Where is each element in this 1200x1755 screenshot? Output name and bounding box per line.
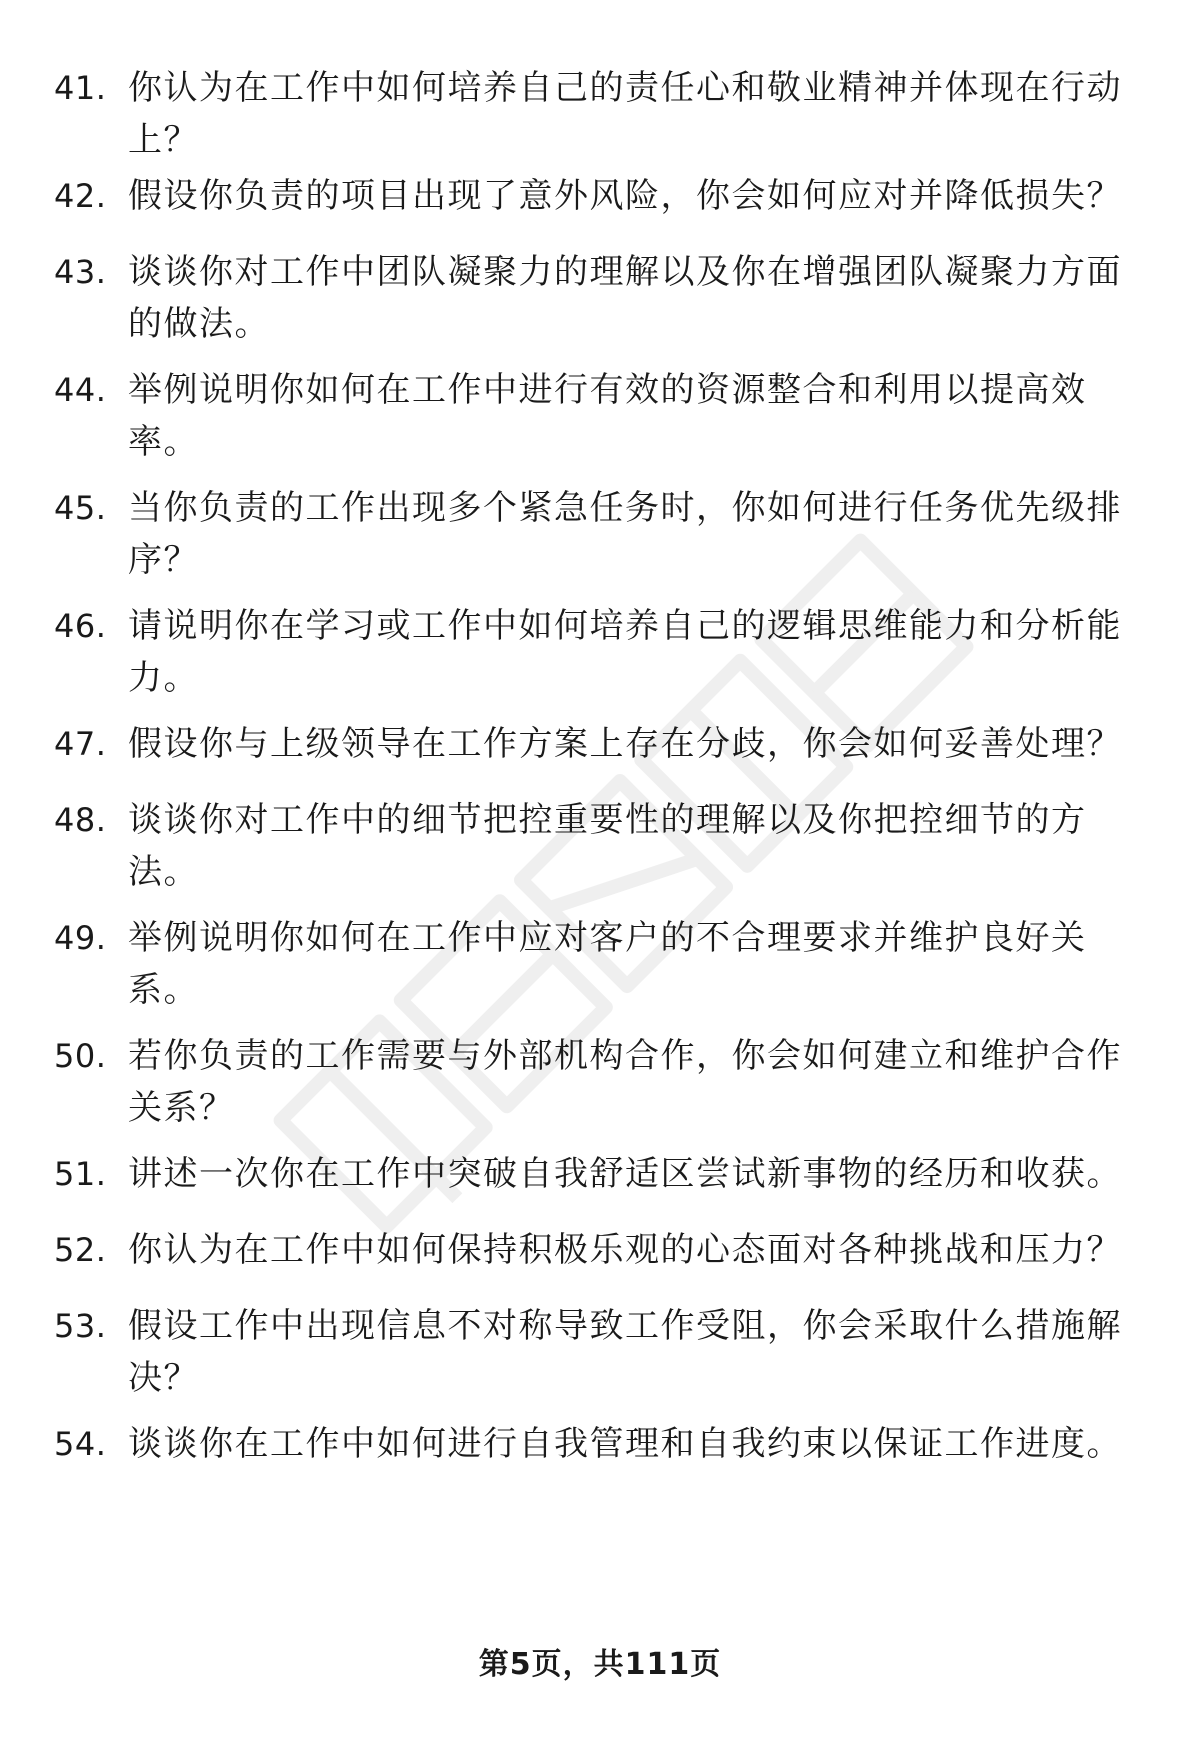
- question-number: 49.: [54, 919, 107, 957]
- question-text: 当你负责的工作出现多个紧急任务时，你如何进行任务优先级排序？: [128, 488, 1122, 580]
- question-number: 41.: [54, 69, 107, 107]
- question-text: 举例说明你如何在工作中应对客户的不合理要求并维护良好关系。: [128, 918, 1087, 1010]
- question-number: 43.: [54, 253, 107, 291]
- question-number: 54.: [54, 1425, 107, 1463]
- question-text: 谈谈你对工作中团队凝聚力的理解以及你在增强团队凝聚力方面的做法。: [128, 252, 1122, 344]
- question-number: 46.: [54, 607, 107, 645]
- question-number: 42.: [54, 177, 107, 215]
- question-text: 谈谈你对工作中的细节把控重要性的理解以及你把控细节的方法。: [128, 800, 1087, 892]
- question-text: 谈谈你在工作中如何进行自我管理和自我约束以保证工作进度。: [128, 1424, 1122, 1464]
- question-number: 51.: [54, 1155, 107, 1193]
- question-number: 52.: [54, 1231, 107, 1269]
- question-number: 45.: [54, 489, 107, 527]
- question-number: 47.: [54, 725, 107, 763]
- question-text: 假设你与上级领导在工作方案上存在分歧，你会如何妥善处理？: [128, 724, 1122, 764]
- question-number: 44.: [54, 371, 107, 409]
- question-text: 你认为在工作中如何保持积极乐观的心态面对各种挑战和压力？: [128, 1230, 1122, 1270]
- question-number: 50.: [54, 1037, 107, 1075]
- question-number: 53.: [54, 1307, 107, 1345]
- question-text: 讲述一次你在工作中突破自我舒适区尝试新事物的经历和收获。: [128, 1154, 1122, 1194]
- question-text: 请说明你在学习或工作中如何培养自己的逻辑思维能力和分析能力。: [128, 606, 1122, 698]
- question-text: 假设你负责的项目出现了意外风险，你会如何应对并降低损失？: [128, 176, 1122, 216]
- question-text: 举例说明你如何在工作中进行有效的资源整合和利用以提高效率。: [128, 370, 1087, 462]
- question-text: 你认为在工作中如何培养自己的责任心和敬业精神并体现在行动上？: [128, 68, 1122, 160]
- question-number: 48.: [54, 801, 107, 839]
- question-text: 假设工作中出现信息不对称导致工作受阻，你会采取什么措施解决？: [128, 1306, 1122, 1398]
- page-number-footer: 第5页，共111页: [478, 1647, 722, 1682]
- question-text: 若你负责的工作需要与外部机构合作，你会如何建立和维护合作关系？: [128, 1036, 1122, 1128]
